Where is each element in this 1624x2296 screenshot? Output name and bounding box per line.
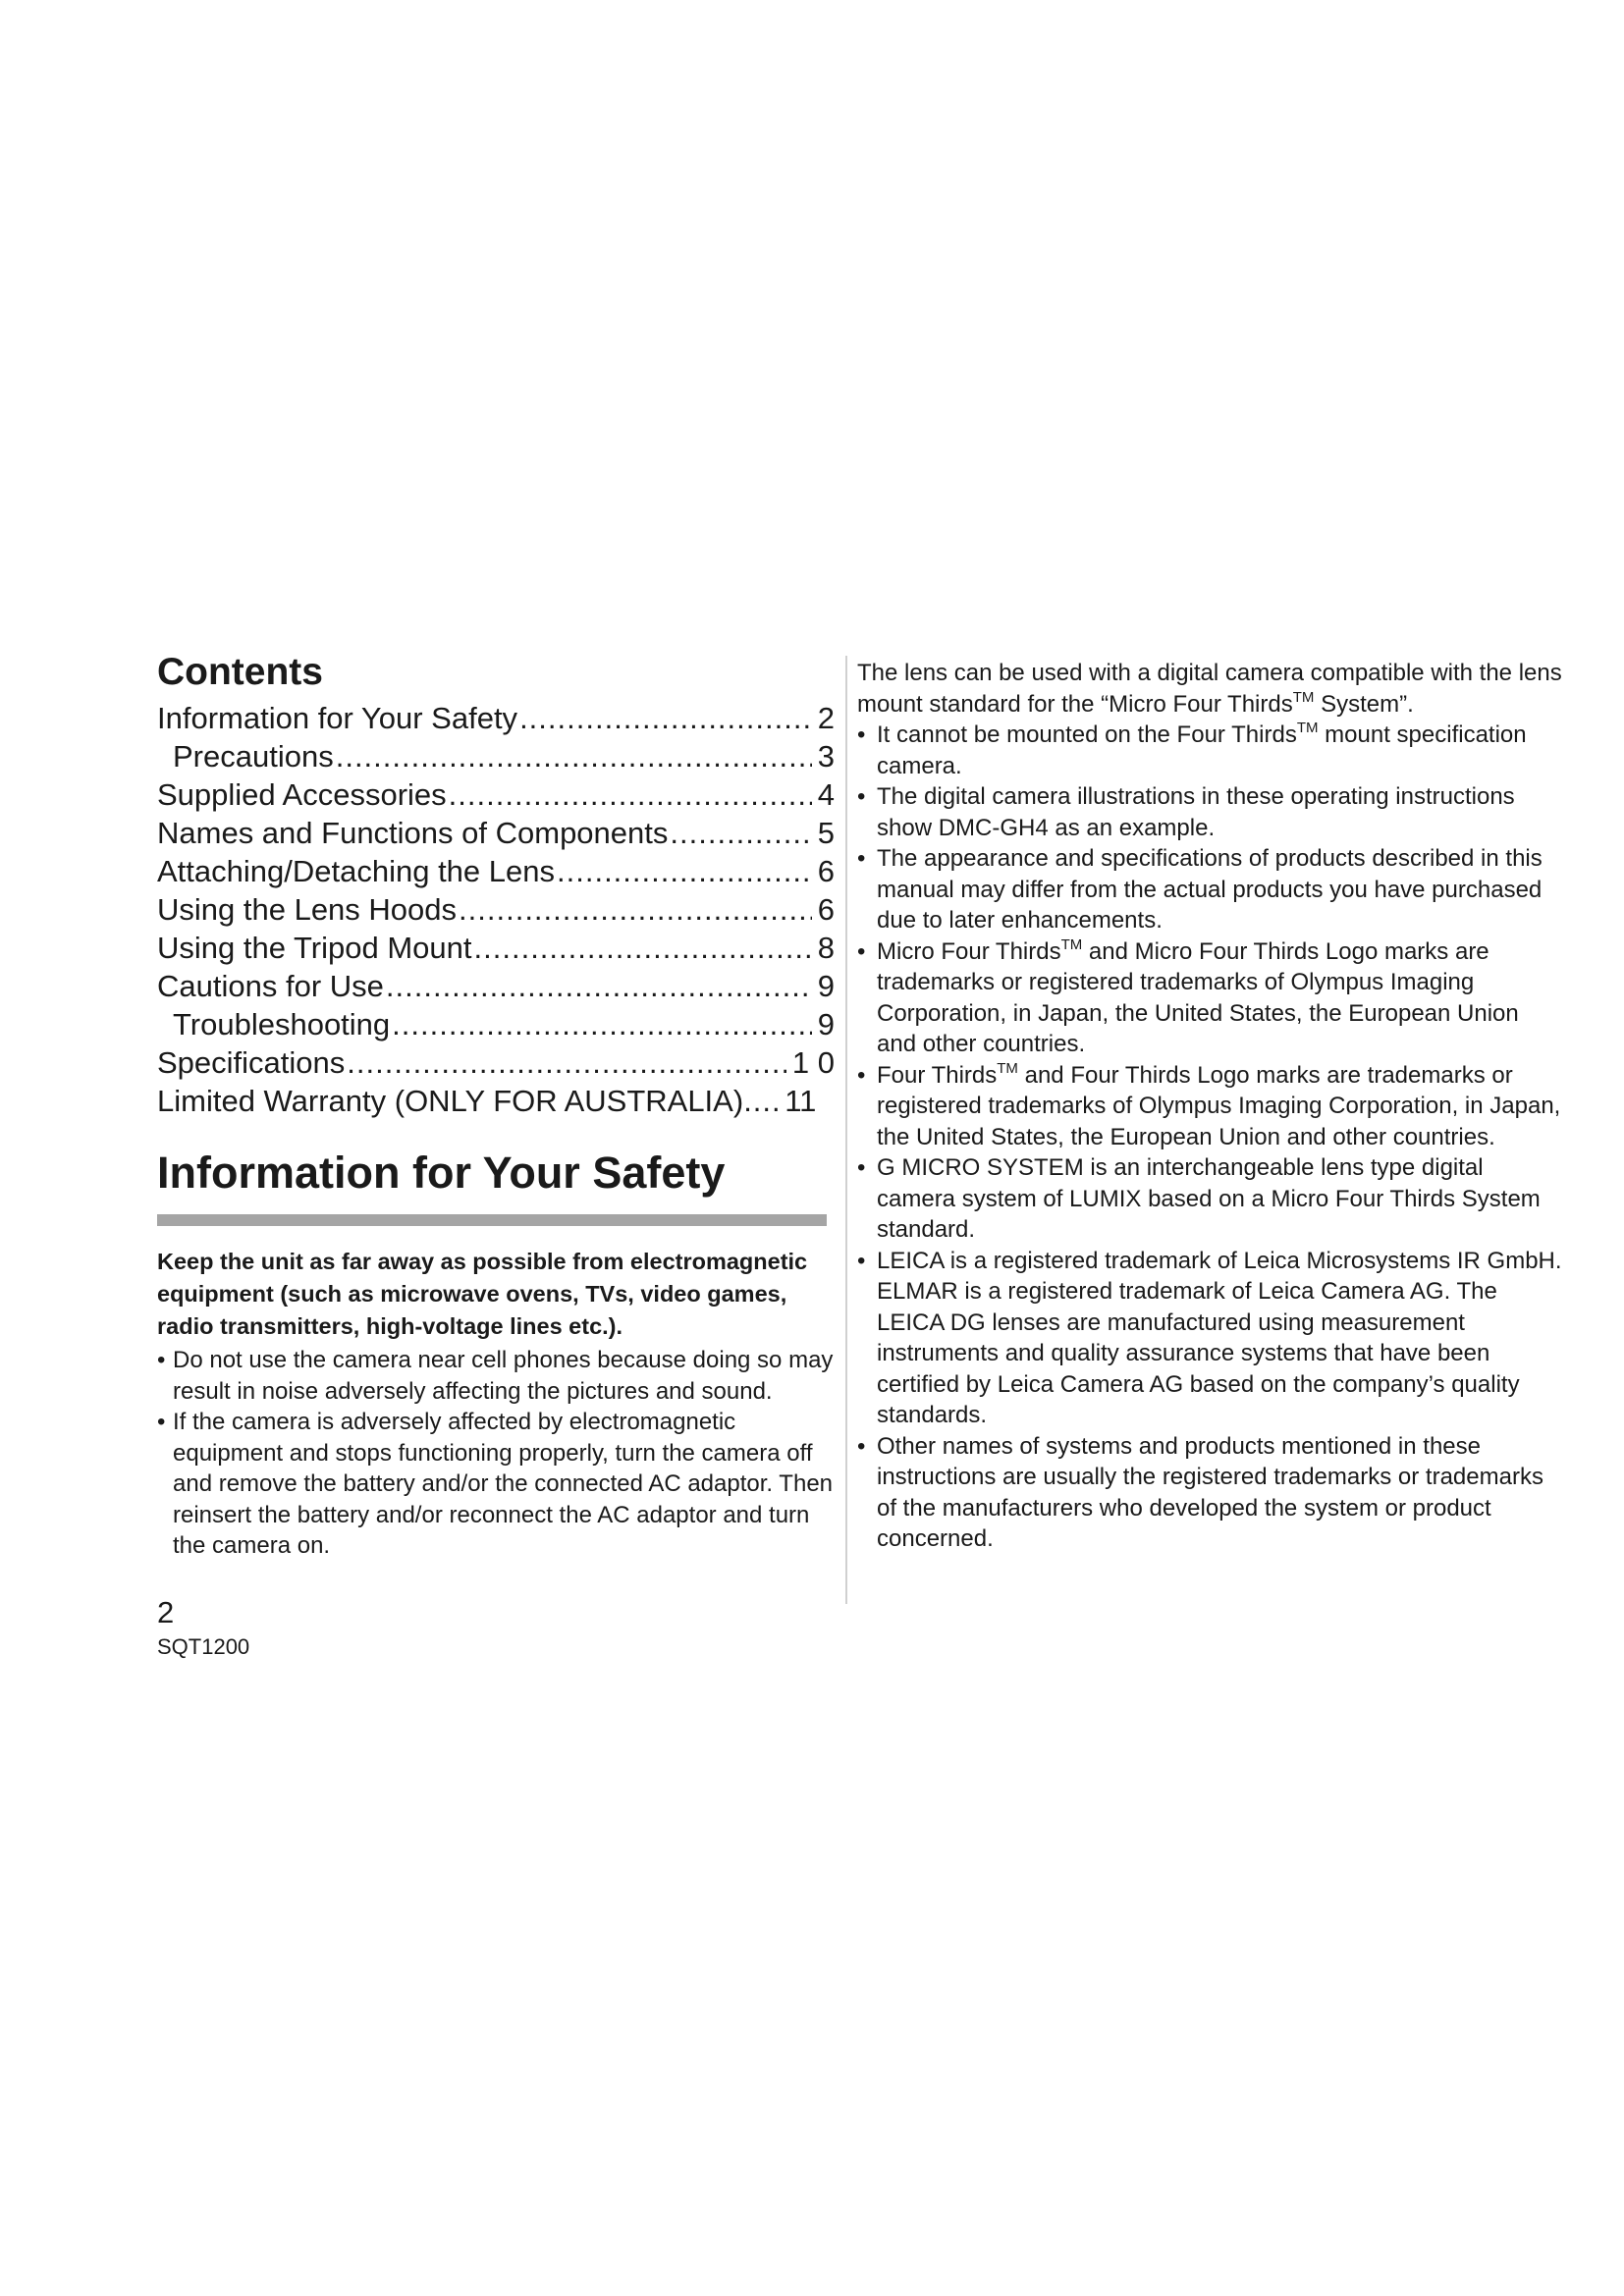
- toc-item[interactable]: [157, 1082, 835, 1120]
- intro-paragraph: [857, 658, 1564, 720]
- toc-leader: [336, 737, 812, 775]
- bullet-text: Other names of systems and products mentioned in these instructions are usually the registered trademarks or trademarks of the manufacturers who developed the system or product concerned.: [877, 1432, 1543, 1552]
- toc-item-page: 5: [817, 816, 835, 850]
- list-item: [857, 720, 1564, 781]
- right-column: [857, 658, 1564, 1555]
- toc-item-title: Supplied Accessories: [157, 777, 447, 812]
- toc-item-page: 3: [817, 739, 835, 774]
- list-item: [857, 1060, 1564, 1153]
- toc-item-page: 4: [817, 777, 835, 812]
- bullet-text: It cannot be mounted on the Four Thirds: [877, 721, 1297, 748]
- trademark-mark: TM: [1292, 688, 1315, 706]
- bullet-text-end: mount specification camera.: [877, 721, 1527, 779]
- toc-item[interactable]: [157, 967, 835, 1005]
- bullet-text-end: and Micro Four Thirds Logo marks are trademarks or registered trademarks of Olympus Imaging Corporation, in Japan, the United States, the European Union and other countries.: [877, 937, 1519, 1057]
- toc-item-page: 2: [817, 701, 835, 735]
- toc-leader: [557, 852, 812, 890]
- list-item: • Do not use the camera near cell phones because doing so may result in noise adversely affecting the pictures and sound.: [157, 1345, 835, 1407]
- toc-leader: [386, 967, 812, 1005]
- table-of-contents: [157, 699, 835, 1120]
- toc-item[interactable]: [157, 737, 835, 775]
- toc-item-title: Specifications: [157, 1045, 346, 1080]
- column-divider: [845, 656, 847, 1604]
- toc-item[interactable]: [157, 852, 835, 890]
- contents-heading: Contents: [157, 651, 323, 693]
- list-item: [857, 1152, 1564, 1246]
- toc-leader: [743, 1082, 779, 1120]
- toc-item-page: 6: [817, 892, 835, 927]
- toc-leader: [392, 1005, 812, 1043]
- toc-item-page: 9: [817, 1007, 835, 1041]
- toc-leader: [449, 775, 812, 814]
- toc-item[interactable]: [157, 1005, 835, 1043]
- bullet-text-end: and Four Thirds Logo marks are trademarks or registered trademarks of Olympus Imaging Corporation, in Japan, the United States, the European Union and other countries.: [877, 1061, 1561, 1150]
- toc-item-title: Names and Functions of Components: [157, 816, 669, 850]
- toc-item[interactable]: [157, 1043, 835, 1082]
- toc-item-page: 9: [817, 969, 835, 1003]
- toc-item-title: Precautions: [173, 739, 334, 774]
- toc-leader: [459, 890, 812, 929]
- toc-item[interactable]: [157, 775, 835, 814]
- bullet-text: The appearance and specifications of products described in this manual may differ from the actual products you have purchased due to later enhancements.: [877, 845, 1543, 934]
- document-code: SQT1200: [157, 1634, 250, 1659]
- toc-item-title: Limited Warranty (ONLY FOR AUSTRALIA): [157, 1084, 744, 1118]
- safety-notice: Keep the unit as far away as possible from electromagnetic equipment (such as microwave ovens, TVs, video games, radio transmitters, high-voltage lines etc.).: [157, 1249, 808, 1339]
- toc-item-page: 6: [817, 854, 835, 888]
- bullet-text: LEICA is a registered trademark of Leica Microsystems IR GmbH. ELMAR is a registered trademark of Leica Camera AG. The LEICA DG lenses are manufactured using measurement instruments and quality assurance systems that have been certified by Leica Camera AG based on the company’s quality standards.: [877, 1247, 1562, 1428]
- bullet-text: Four Thirds: [877, 1061, 998, 1089]
- intro-text-end: System”.: [1314, 690, 1414, 718]
- toc-item-title: Troubleshooting: [173, 1007, 391, 1041]
- toc-leader: [474, 929, 812, 967]
- toc-item-title: Cautions for Use: [157, 969, 384, 1003]
- trademark-mark: TM: [997, 1059, 1018, 1077]
- safety-bullets: [157, 1345, 835, 1562]
- list-item: [857, 843, 1564, 936]
- toc-item-title: Using the Lens Hoods: [157, 892, 458, 927]
- left-column: [157, 650, 835, 1562]
- toc-item-title: Attaching/Detaching the Lens: [157, 854, 555, 888]
- heading-rule: [157, 1214, 827, 1226]
- bullet-text: Micro Four Thirds: [877, 937, 1061, 965]
- toc-item-title: Information for Your Safety: [157, 701, 518, 735]
- toc-item[interactable]: [157, 929, 835, 967]
- page-number: 2: [157, 1595, 175, 1629]
- toc-item[interactable]: [157, 890, 835, 929]
- toc-item-page: 1 0: [791, 1045, 835, 1080]
- intro-text: The lens can be used with a digital camera compatible with the lens mount standard for the “Micro Four Thirds: [857, 660, 1562, 718]
- safety-heading: Information for Your Safety: [157, 1148, 726, 1198]
- toc-leader: [519, 699, 812, 737]
- trademark-bullets: [857, 720, 1564, 1555]
- list-item: • If the camera is adversely affected by electromagnetic equipment and stops functioning properly, turn the camera off and remove the battery and/or the connected AC adaptor. Then reinsert the battery and/or reconnect the AC adaptor and turn the camera on.: [157, 1407, 835, 1562]
- bullet-text: G MICRO SYSTEM is an interchangeable lens type digital camera system of LUMIX based on a Micro Four Thirds System standard.: [877, 1154, 1541, 1243]
- trademark-mark: TM: [1060, 935, 1083, 953]
- list-item: [857, 1246, 1564, 1431]
- toc-item-page: 8: [817, 931, 835, 965]
- toc-item-page: 11: [785, 1084, 817, 1118]
- toc-leader: [670, 814, 811, 852]
- list-item: [857, 781, 1564, 843]
- trademark-mark: TM: [1296, 720, 1319, 736]
- toc-item-title: Using the Tripod Mount: [157, 931, 472, 965]
- toc-item[interactable]: [157, 699, 835, 737]
- toc-leader: [347, 1043, 786, 1082]
- bullet-text: The digital camera illustrations in these operating instructions show DMC-GH4 as an example.: [877, 783, 1515, 841]
- list-item: [857, 936, 1564, 1060]
- toc-item[interactable]: [157, 814, 835, 852]
- list-item: [857, 1431, 1564, 1555]
